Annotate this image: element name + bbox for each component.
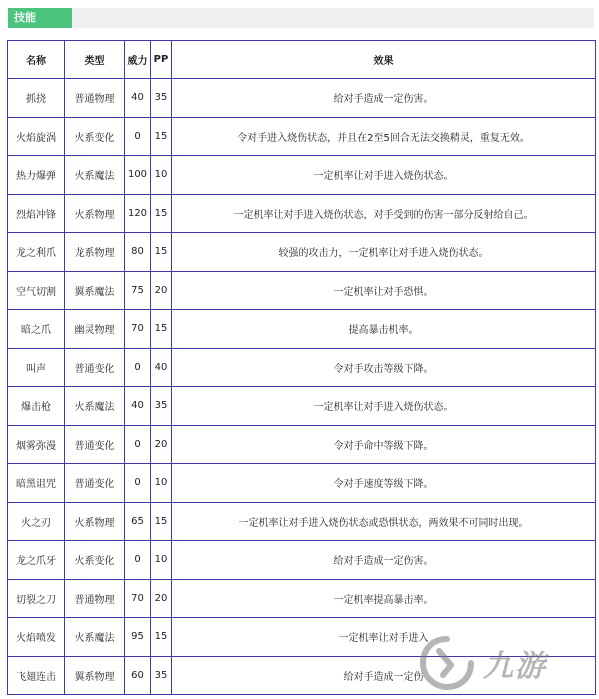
skill-pp-cell: 10 — [151, 541, 172, 580]
table-row — [8, 117, 596, 156]
skill-effect-cell: 较强的攻击力，一定机率让对手进入烧伤状态。 — [172, 233, 596, 272]
skill-name-cell: 热力爆弹 — [8, 156, 65, 195]
header-name: 名称 — [8, 41, 65, 79]
skill-power-cell: 0 — [125, 425, 151, 464]
skill-name-cell: 飞翅连击 — [8, 656, 65, 695]
skill-power-cell: 40 — [125, 387, 151, 426]
watermark-text: 九游 — [483, 649, 547, 684]
header-type: 类型 — [65, 41, 125, 79]
skill-power-cell: 100 — [125, 156, 151, 195]
table-row — [8, 194, 596, 233]
skill-type-cell: 翼系物理 — [65, 656, 125, 695]
table-header-row — [8, 41, 596, 79]
skill-effect-cell: 一定机率让对手进入烧伤状态或恐惧状态，两效果不可同时出现。 — [172, 502, 596, 541]
skill-effect-cell: 一定机率提高暴击率。 — [172, 579, 596, 618]
skill-name-cell: 烟雾弥漫 — [8, 425, 65, 464]
skill-name-cell: 火焰旋涡 — [8, 117, 65, 156]
skill-name-cell: 火之刃 — [8, 502, 65, 541]
skill-type-cell: 火系变化 — [65, 541, 125, 580]
skill-name-cell: 暗黑诅咒 — [8, 464, 65, 503]
skill-effect-cell: 提高暴击机率。 — [172, 310, 596, 349]
table-row — [8, 502, 596, 541]
skill-pp-cell: 20 — [151, 271, 172, 310]
skill-power-cell: 65 — [125, 502, 151, 541]
skill-type-cell: 普通变化 — [65, 464, 125, 503]
skill-pp-cell: 20 — [151, 425, 172, 464]
skill-name-cell: 切裂之刀 — [8, 579, 65, 618]
skill-type-cell: 普通物理 — [65, 79, 125, 118]
skill-effect-cell: 给对手造成一定伤 — [172, 656, 596, 695]
skill-power-cell: 0 — [125, 348, 151, 387]
skill-type-cell: 龙系物理 — [65, 233, 125, 272]
skill-type-cell: 火系魔法 — [65, 387, 125, 426]
skill-pp-cell: 15 — [151, 194, 172, 233]
skill-power-cell: 75 — [125, 271, 151, 310]
skill-effect-cell: 一定机率让对手进入烧伤状态。 — [172, 156, 596, 195]
skill-effect-cell: 一定机率让对手恐惧。 — [172, 271, 596, 310]
skill-type-cell: 幽灵物理 — [65, 310, 125, 349]
skill-pp-cell: 20 — [151, 579, 172, 618]
table-row — [8, 79, 596, 118]
table-row — [8, 541, 596, 580]
header-pp: PP — [151, 41, 172, 79]
skill-power-cell: 70 — [125, 310, 151, 349]
skill-name-cell: 龙之爪牙 — [8, 541, 65, 580]
skill-effect-cell: 令对手进入烧伤状态，并且在2至5回合无法交换精灵，重复无效。 — [172, 117, 596, 156]
table-body — [8, 79, 596, 695]
skill-pp-cell: 35 — [151, 387, 172, 426]
skill-power-cell: 0 — [125, 117, 151, 156]
skill-effect-cell: 给对手造成一定伤害。 — [172, 541, 596, 580]
section-tab-skills: 技能 — [8, 8, 72, 28]
skill-power-cell: 0 — [125, 541, 151, 580]
table-row — [8, 618, 596, 657]
skill-type-cell: 火系魔法 — [65, 618, 125, 657]
skill-type-cell: 火系物理 — [65, 502, 125, 541]
skill-pp-cell: 35 — [151, 79, 172, 118]
skill-type-cell: 火系物理 — [65, 194, 125, 233]
skill-type-cell: 普通物理 — [65, 579, 125, 618]
skill-pp-cell: 15 — [151, 502, 172, 541]
table-row — [8, 656, 596, 695]
skill-pp-cell: 35 — [151, 656, 172, 695]
skill-type-cell: 普通变化 — [65, 425, 125, 464]
skill-power-cell: 80 — [125, 233, 151, 272]
skill-effect-cell: 一定机率让对手进入烧伤状态。 — [172, 387, 596, 426]
skill-pp-cell: 15 — [151, 233, 172, 272]
skill-name-cell: 空气切割 — [8, 271, 65, 310]
skill-name-cell: 暗之爪 — [8, 310, 65, 349]
skill-name-cell: 烈焰冲锋 — [8, 194, 65, 233]
skill-name-cell: 爆击枪 — [8, 387, 65, 426]
skill-power-cell: 40 — [125, 79, 151, 118]
skill-effect-cell: 给对手造成一定伤害。 — [172, 79, 596, 118]
table-row — [8, 271, 596, 310]
skill-pp-cell: 15 — [151, 618, 172, 657]
table-row — [8, 348, 596, 387]
header-power: 威力 — [125, 41, 151, 79]
skill-name-cell: 叫声 — [8, 348, 65, 387]
skill-name-cell: 火焰喷发 — [8, 618, 65, 657]
skill-power-cell: 70 — [125, 579, 151, 618]
table-row — [8, 310, 596, 349]
skill-type-cell: 火系变化 — [65, 117, 125, 156]
section-header-bar — [8, 8, 594, 28]
table-row — [8, 387, 596, 426]
skill-pp-cell: 10 — [151, 156, 172, 195]
table-row — [8, 233, 596, 272]
skill-power-cell: 120 — [125, 194, 151, 233]
skill-type-cell: 火系魔法 — [65, 156, 125, 195]
skills-table — [7, 40, 596, 695]
skill-effect-cell: 一定机率让对手进入 — [172, 618, 596, 657]
skill-pp-cell: 15 — [151, 117, 172, 156]
skill-pp-cell: 15 — [151, 310, 172, 349]
skill-type-cell: 普通变化 — [65, 348, 125, 387]
skill-pp-cell: 10 — [151, 464, 172, 503]
header-effect: 效果 — [172, 41, 596, 79]
skill-pp-cell: 40 — [151, 348, 172, 387]
table-row — [8, 425, 596, 464]
skill-effect-cell: 令对手攻击等级下降。 — [172, 348, 596, 387]
table-row — [8, 579, 596, 618]
skill-effect-cell: 令对手命中等级下降。 — [172, 425, 596, 464]
skill-power-cell: 95 — [125, 618, 151, 657]
skill-effect-cell: 一定机率让对手进入烧伤状态，对手受到的伤害一部分反射给自己。 — [172, 194, 596, 233]
skill-effect-cell: 令对手速度等级下降。 — [172, 464, 596, 503]
table-row — [8, 156, 596, 195]
skill-type-cell: 翼系魔法 — [65, 271, 125, 310]
table-row — [8, 464, 596, 503]
skill-power-cell: 0 — [125, 464, 151, 503]
skill-name-cell: 龙之利爪 — [8, 233, 65, 272]
skill-power-cell: 60 — [125, 656, 151, 695]
skill-name-cell: 抓挠 — [8, 79, 65, 118]
